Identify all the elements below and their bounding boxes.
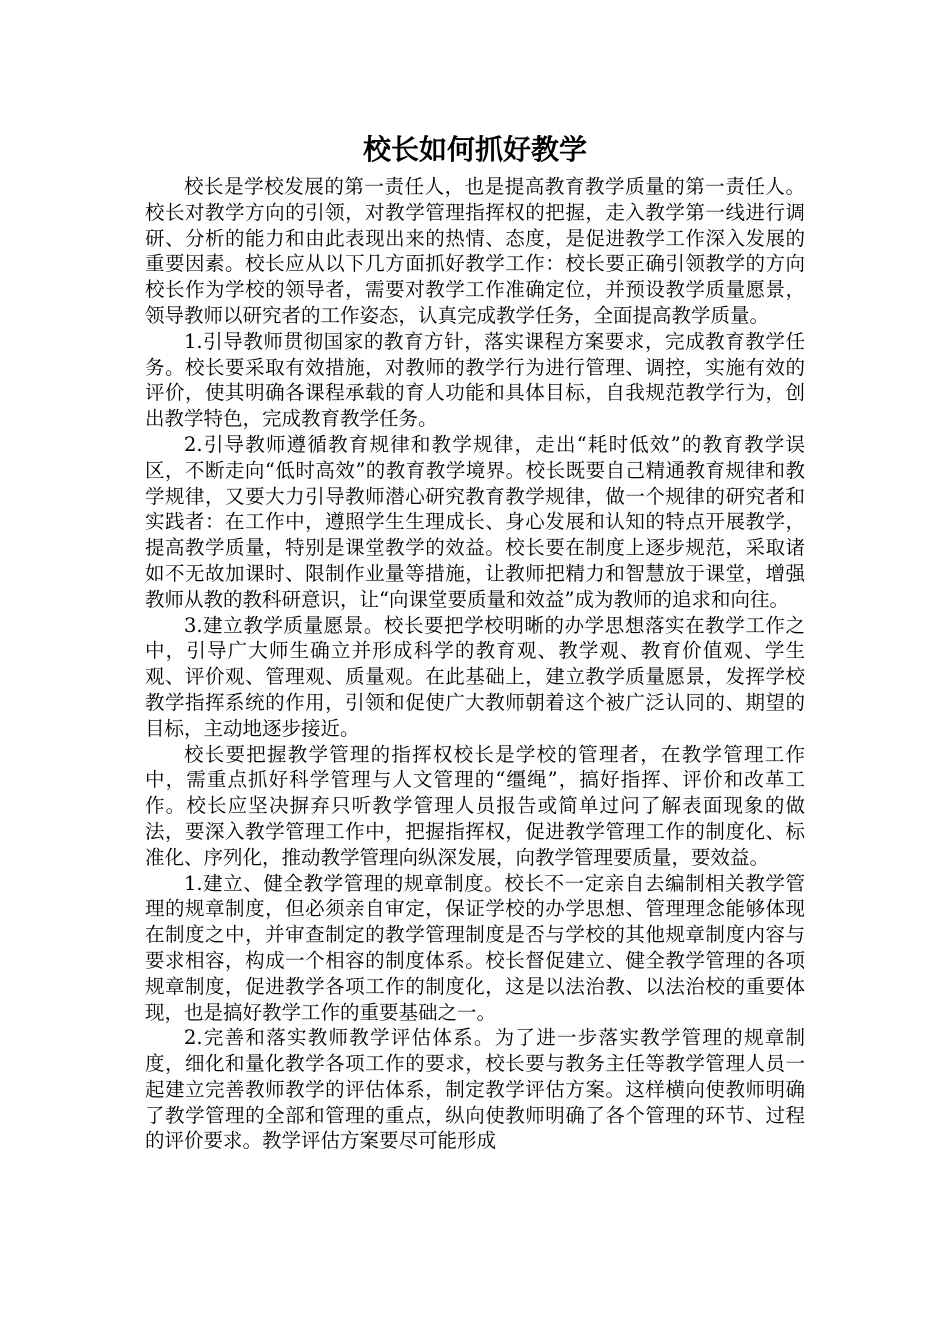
page-title: 校长如何抓好教学 xyxy=(362,133,587,166)
document-page xyxy=(145,130,805,1154)
paragraph-rules: 1.建立、健全教学管理的规章制度。校长不一定亲自去编制相关教学管理的规章制度，但必须亲自审定，保证学校的办学思想、管理理念能够体现在制度之中，并审查制定的教学管理制度是否与学校的其他规章制度内容与要求相容，构成一个相容的制度体系。校长督促建立、健全教学管理的各项规章制度，促进教学各项工作的制度化，这是以法治教、以法治校的重要体现，也是搞好教学工作的重要基础之一。 xyxy=(145,871,805,1024)
paragraph-evaluation: 2.完善和落实教师教学评估体系。为了进一步落实教学管理的规章制度，细化和量化教学各项工作的要求，校长要与教务主任等教学管理人员一起建立完善教师教学的评估体系，制定教学评估方案。这样横向使教师明确了教学管理的全部和管理的重点，纵向使教师明确了各个管理的环节、过程的评价要求。教学评估方案要尽可能形成 xyxy=(145,1026,805,1153)
paragraph-item-2: 2.引导教师遵循教育规律和教学规律，走出“耗时低效”的教育教学误区，不断走向“低时高效”的教育教学境界。校长既要自己精通教育规律和教学规律，又要大力引导教师潜心研究教育教学规律，做一个规律的研究者和实践者：在工作中，遵照学生生理成长、身心发展和认知的特点开展教学，提高教学质量，特别是课堂教学的效益。校长要在制度上逐步规范，采取诸如不无故加课时、限制作业量等措施，让教师把精力和智慧放于课堂，增强教师从教的教科研意识，让“向课堂要质量和效益”成为教师的追求和向往。 xyxy=(145,432,805,611)
paragraph-item-1: 1.引导教师贯彻国家的教育方针，落实课程方案要求，完成教育教学任务。校长要采取有效措施，对教师的教学行为进行管理、调控，实施有效的评价，使其明确各课程承载的育人功能和具体目标，自我规范教学行为，创出教学特色，完成教育教学任务。 xyxy=(145,329,805,431)
paragraph-management: 校长要把握教学管理的指挥权校长是学校的管理者，在教学管理工作中，需重点抓好科学管理与人文管理的“缰绳”，搞好指挥、评价和改革工作。校长应坚决摒弃只听教学管理人员报告或简单过问了解表面现象的做法，要深入教学管理工作中，把握指挥权，促进教学管理工作的制度化、标准化、序列化，推动教学管理向纵深发展，向教学管理要质量，要效益。 xyxy=(145,742,805,869)
paragraph-item-3: 3.建立教学质量愿景。校长要把学校明晰的办学思想落实在教学工作之中，引导广大师生确立并形成科学的教育观、教学观、教育价值观、学生观、评价观、管理观、质量观。在此基础上，建立教学质量愿景，发挥学校教学指挥系统的作用，引领和促使广大教师朝着这个被广泛认同的、期望的目标，主动地逐步接近。 xyxy=(145,613,805,740)
paragraph-intro: 校长是学校发展的第一责任人，也是提高教育教学质量的第一责任人。校长对教学方向的引领，对教学管理指挥权的把握，走入教学第一线进行调研、分析的能力和由此表现出来的热情、态度，是促进教学工作深入发展的重要因素。校长应从以下几方面抓好教学工作：校长要正确引领教学的方向校长作为学校的领导者，需要对教学工作准确定位，并预设教学质量愿景，领导教师以研究者的工作姿态，认真完成教学任务，全面提高教学质量。 xyxy=(145,175,805,327)
